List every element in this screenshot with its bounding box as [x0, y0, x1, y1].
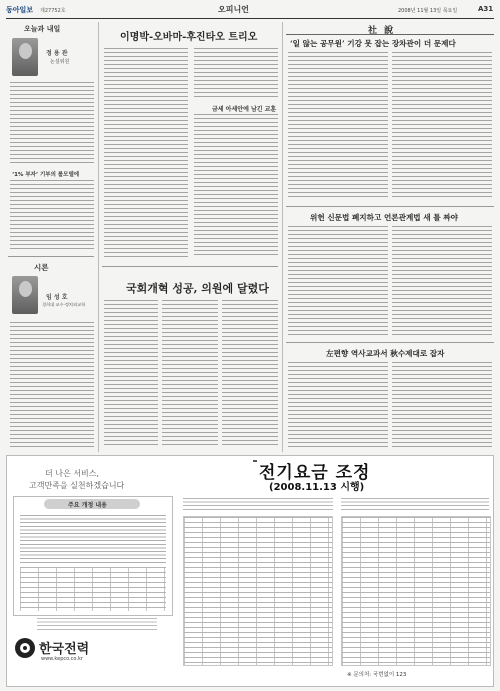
divider	[286, 342, 494, 343]
shiron-column	[6, 260, 96, 452]
ad-slogan-line1: 더 나은 서비스,	[45, 469, 99, 478]
article-body-text	[392, 362, 492, 450]
section-title: 오피니언	[218, 5, 249, 14]
editorial-section	[286, 22, 494, 454]
publication-date: 2008년 11월 13일 목요일	[398, 8, 458, 14]
ad-slogan-line2: 고객만족을 실천하겠습니다	[29, 481, 125, 490]
editorial-kicker: 社 說	[368, 26, 396, 36]
author-photo	[12, 38, 38, 76]
article-subheading: 금세 아세안에 남긴 교훈	[212, 106, 277, 113]
article-body-text	[10, 322, 94, 450]
author-role: 경희대 교수·정치외교학	[42, 302, 86, 307]
article-body-text	[194, 48, 278, 100]
article-subheading: ‘1% 부자’ 기부의 롤모델에	[12, 172, 80, 178]
divider	[102, 266, 278, 267]
author-photo	[12, 276, 38, 314]
article-body-text	[194, 114, 278, 258]
shiron-article-title: 국회개혁 성공, 의원에 달렸다	[126, 282, 269, 295]
issue-number: 제27752호	[40, 8, 66, 14]
divider	[286, 206, 494, 207]
article-body-text	[392, 226, 492, 336]
divider	[8, 256, 94, 257]
author-role: 논설위원	[50, 59, 70, 65]
column-kicker: 오늘과 내일	[24, 25, 61, 33]
kepco-logo-icon	[15, 638, 35, 658]
ad-box-title: 주요 개정 내용	[68, 502, 107, 509]
article-body-text	[162, 300, 218, 448]
article-body-text	[288, 52, 388, 200]
today-tomorrow-column	[6, 22, 96, 252]
page-number: A31	[478, 5, 494, 13]
article-body-text	[10, 180, 94, 250]
ad-info-text	[20, 515, 166, 563]
ad-footer: ※ 문의처: 국번없이 123	[347, 672, 407, 678]
column-divider	[282, 22, 283, 452]
article-body-text	[222, 300, 278, 448]
article-body-text	[288, 226, 388, 336]
main-column-title: 이명박-오바마-후진타오 트리오	[120, 32, 258, 43]
ad-rate-table-right	[341, 516, 491, 666]
editorial-header	[286, 22, 494, 35]
newspaper-logo: 동아일보	[6, 6, 34, 14]
ad-subtitle: (2008.11.13 시행)	[269, 482, 365, 493]
article-body-text	[10, 82, 94, 166]
article-body-text	[288, 362, 388, 450]
column-divider	[98, 22, 99, 452]
author-name: 정 용 관	[46, 50, 68, 57]
ad-info-table	[20, 567, 166, 611]
main-column	[102, 22, 280, 262]
page-header	[6, 4, 494, 19]
kepco-advertisement	[6, 455, 494, 687]
ad-intro-text	[341, 498, 489, 512]
article-body-text	[392, 52, 492, 200]
column-kicker: 시론	[34, 263, 49, 272]
ad-company-name: 한국전력	[39, 642, 90, 657]
ad-title: 전기요금 조정	[259, 463, 371, 483]
article-body-text	[104, 300, 158, 448]
editorial-headline-1: ‘일 않는 공무원’ 기강 못 잡는 장차관이 더 문제다	[290, 39, 456, 48]
ad-note-text	[37, 618, 157, 632]
ad-company-url: www.kepco.co.kr	[41, 656, 83, 662]
divider	[253, 460, 257, 462]
ad-rate-table-left	[183, 516, 333, 666]
ad-info-box	[13, 496, 173, 616]
ad-intro-text	[183, 498, 333, 512]
editorial-headline-3: 左편향 역사교과서 秋수제대로 잡자	[326, 349, 445, 358]
article-body-text	[104, 48, 188, 258]
editorial-headline-2: 위헌 신문법 폐지하고 언론관계법 새 틀 짜야	[310, 213, 458, 222]
ad-box-title-badge	[44, 499, 140, 509]
shiron-article	[102, 270, 280, 452]
author-name: 임 성 호	[46, 294, 68, 301]
